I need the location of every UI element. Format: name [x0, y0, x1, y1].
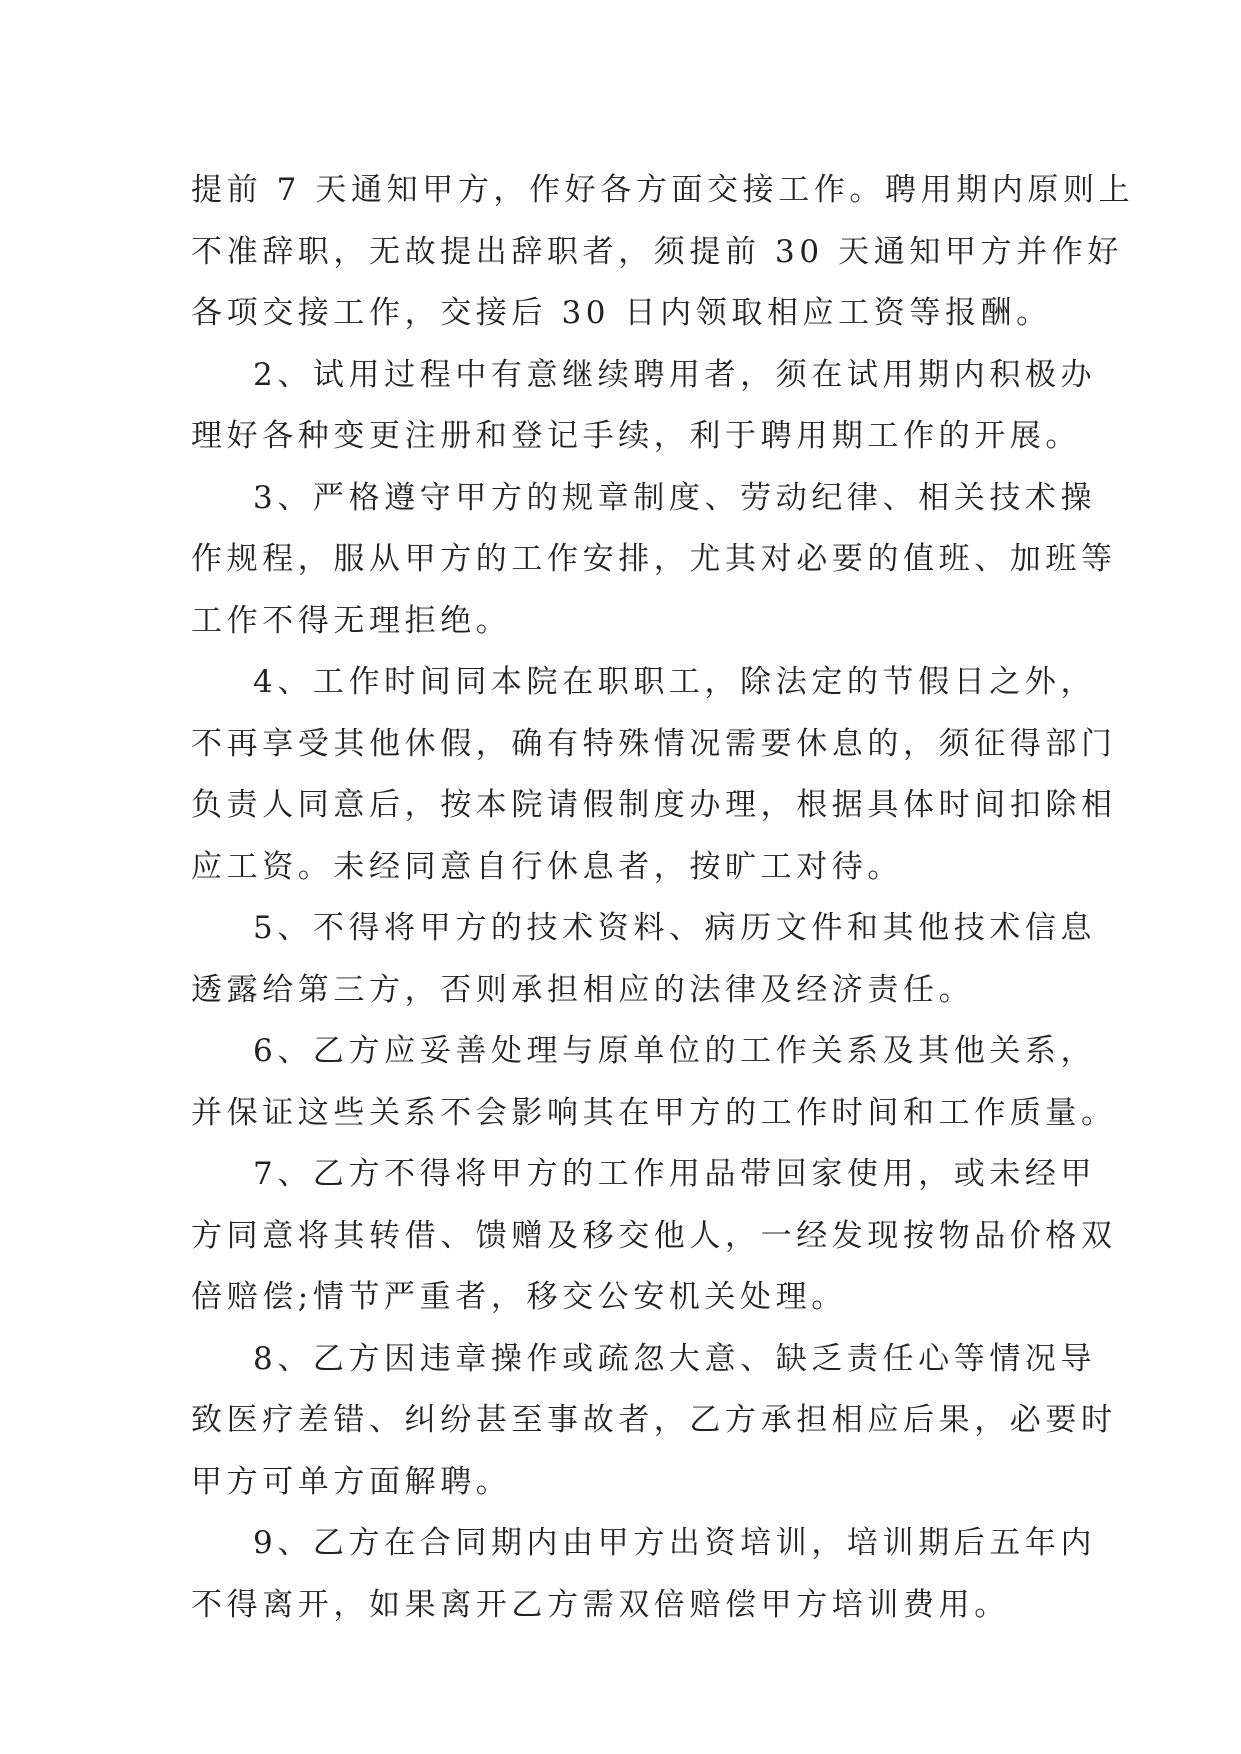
- text-line: 并保证这些关系不会影响其在甲方的工作时间和工作质量。: [191, 1094, 1117, 1131]
- text-line: 负责人同意后，按本院请假制度办理，根据具体时间扣除相: [191, 787, 1117, 823]
- paragraph-item-5: [191, 898, 1097, 1021]
- text-line: 2、试用过程中有意继续聘用者，须在试用期内积极办: [253, 356, 1097, 393]
- text-line: 工作不得无理拒绝。: [191, 602, 512, 639]
- text-line: 理好各种变更注册和登记手续，利于聘用期工作的开展。: [191, 418, 1081, 454]
- text-line: 透露给第三方，否则承担相应的法律及经济责任。: [191, 971, 975, 1008]
- paragraph-item-8: [191, 1329, 1117, 1514]
- paragraph-item-7: [191, 1144, 1117, 1329]
- text-line: 作规程，服从甲方的工作安排，尤其对必要的值班、加班等: [191, 541, 1117, 577]
- paragraph-item-4: [191, 652, 1117, 898]
- text-line: 4、工作时间同本院在职职工，除法定的节假日之外，: [253, 664, 1097, 700]
- text-line: 6、乙方应妥善处理与原单位的工作关系及其他关系，: [253, 1033, 1097, 1069]
- paragraph-item-2: [191, 345, 1097, 468]
- text-line: 提前 7 天通知甲方，作好各方面交接工作。聘用期内原则上: [191, 172, 1135, 208]
- text-line: 8、乙方因违章操作或疏忽大意、缺乏责任心等情况导: [253, 1340, 1097, 1377]
- paragraph-continuation: [191, 160, 1135, 345]
- text-line: 致医疗差错、纠纷甚至事故者，乙方承担相应后果，必要时: [191, 1402, 1117, 1438]
- text-line: 方同意将其转借、馈赠及移交他人，一经发现按物品价格双: [191, 1217, 1117, 1254]
- text-line: 不得离开，如果离开乙方需双倍赔偿甲方培训费用。: [191, 1586, 1010, 1623]
- text-line: 5、不得将甲方的技术资料、病历文件和其他技术信息: [253, 910, 1097, 946]
- text-line: 应工资。未经同意自行休息者，按旷工对待。: [191, 848, 903, 885]
- text-line: 不准辞职，无故提出辞职者，须提前 30 天通知甲方并作好: [191, 233, 1123, 270]
- text-line: 3、严格遵守甲方的规章制度、劳动纪律、相关技术操: [253, 479, 1097, 516]
- document-body: [191, 160, 1135, 1636]
- text-line: 不再享受其他休假，确有特殊情况需要休息的，须征得部门: [191, 725, 1117, 762]
- text-line: 甲方可单方面解聘。: [191, 1463, 512, 1500]
- text-line: 各项交接工作，交接后 30 日内领取相应工资等报酬。: [191, 295, 1052, 331]
- paragraph-item-9: [191, 1513, 1097, 1636]
- paragraph-item-3: [191, 468, 1117, 653]
- paragraph-item-6: [191, 1021, 1117, 1144]
- text-line: 倍赔偿;情节严重者，移交公安机关处理。: [191, 1279, 847, 1315]
- text-line: 7、乙方不得将甲方的工作用品带回家使用，或未经甲: [253, 1156, 1097, 1192]
- text-line: 9、乙方在合同期内由甲方出资培训，培训期后五年内: [253, 1525, 1097, 1561]
